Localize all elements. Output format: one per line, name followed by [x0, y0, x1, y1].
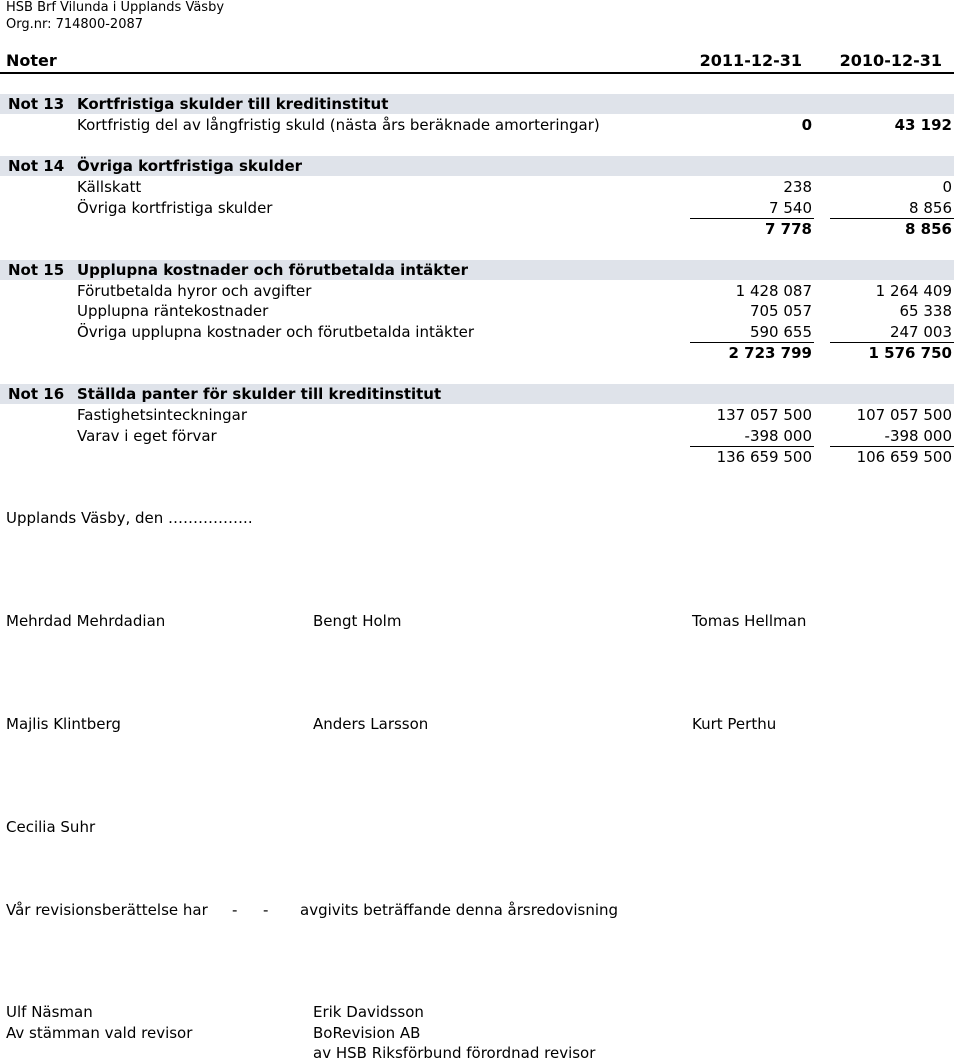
note-title: Kortfristiga skulder till kreditinstitut — [77, 95, 389, 113]
signatory-name: Mehrdad Mehrdadian — [6, 612, 166, 630]
signatory-name: Kurt Perthu — [692, 715, 777, 733]
column-header-2011: 2011-12-31 — [699, 51, 802, 70]
note-row-value-2010: 8 856 — [909, 199, 952, 217]
note-row-label: Förutbetalda hyror och avgifter — [77, 282, 312, 300]
note-total-2011: 2 723 799 — [728, 344, 812, 362]
note-row-label: Upplupna räntekostnader — [77, 302, 269, 320]
note-row-label: Övriga upplupna kostnader och förutbetalda intäkter — [77, 323, 475, 341]
audit-statement-text: Vår revisionsberättelse har — [6, 901, 208, 919]
note-total-2010: 1 576 750 — [868, 344, 952, 362]
column-header-2010: 2010-12-31 — [839, 51, 942, 70]
note-row-value-2011: 7 540 — [769, 199, 812, 217]
note-total-2010: 8 856 — [905, 220, 952, 238]
note-row-value-2011: 238 — [783, 178, 812, 196]
sum-underline — [830, 446, 954, 447]
note-total-2010: 106 659 500 — [856, 448, 952, 466]
signatory-name: Cecilia Suhr — [6, 818, 96, 836]
audit-statement-dash: - — [263, 901, 269, 919]
auditor-organization: BoRevision AB — [313, 1024, 421, 1042]
place-date-line: Upplands Väsby, den …………….. — [6, 509, 253, 527]
note-number: Not 16 — [8, 385, 65, 403]
signatory-name: Bengt Holm — [313, 612, 402, 630]
note-row-value-2010: 43 192 — [894, 116, 952, 134]
note-row-value-2011: 0 — [801, 116, 812, 134]
auditor-role: Av stämman vald revisor — [6, 1024, 193, 1042]
auditor-name: Erik Davidsson — [313, 1003, 424, 1021]
note-row-value-2010: 1 264 409 — [875, 282, 952, 300]
note-title: Upplupna kostnader och förutbetalda intäkter — [77, 261, 468, 279]
notes-heading: Noter — [6, 51, 57, 70]
organization-number: Org.nr: 714800-2087 — [6, 17, 144, 32]
auditor-name: Ulf Näsman — [6, 1003, 93, 1021]
sum-underline — [830, 342, 954, 343]
note-row-value-2011: 137 057 500 — [716, 406, 812, 424]
note-row-value-2010: 247 003 — [889, 323, 952, 341]
note-row-value-2011: 1 428 087 — [735, 282, 812, 300]
sum-underline — [690, 218, 814, 219]
note-row-label: Kortfristig del av långfristig skuld (nästa års beräknade amorteringar) — [77, 116, 600, 134]
auditor-role: av HSB Riksförbund förordnad revisor — [313, 1044, 596, 1062]
organization-name: HSB Brf Vilunda i Upplands Väsby — [6, 0, 225, 15]
sum-underline — [690, 342, 814, 343]
note-row-value-2011: 705 057 — [749, 302, 812, 320]
audit-statement-dash: - — [232, 901, 238, 919]
note-title: Ställda panter för skulder till kreditinstitut — [77, 385, 442, 403]
note-title: Övriga kortfristiga skulder — [77, 157, 303, 175]
note-row-value-2010: -398 000 — [884, 427, 952, 445]
note-row-value-2010: 107 057 500 — [856, 406, 952, 424]
note-row-value-2011: -398 000 — [744, 427, 812, 445]
note-number: Not 15 — [8, 261, 65, 279]
sum-underline — [690, 446, 814, 447]
note-number: Not 13 — [8, 95, 65, 113]
note-row-value-2010: 0 — [942, 178, 952, 196]
note-row-label: Källskatt — [77, 178, 142, 196]
audit-statement-text: avgivits beträffande denna årsredovisning — [300, 901, 619, 919]
note-row-label: Varav i eget förvar — [77, 427, 217, 445]
signatory-name: Anders Larsson — [313, 715, 429, 733]
note-row-value-2011: 590 655 — [749, 323, 812, 341]
note-total-2011: 136 659 500 — [716, 448, 812, 466]
note-row-label: Övriga kortfristiga skulder — [77, 199, 273, 217]
note-number: Not 14 — [8, 157, 65, 175]
note-row-label: Fastighetsinteckningar — [77, 406, 248, 424]
signatory-name: Tomas Hellman — [692, 612, 807, 630]
sum-underline — [830, 218, 954, 219]
header-rule — [0, 72, 954, 74]
note-row-value-2010: 65 338 — [899, 302, 952, 320]
note-total-2011: 7 778 — [765, 220, 812, 238]
signatory-name: Majlis Klintberg — [6, 715, 121, 733]
